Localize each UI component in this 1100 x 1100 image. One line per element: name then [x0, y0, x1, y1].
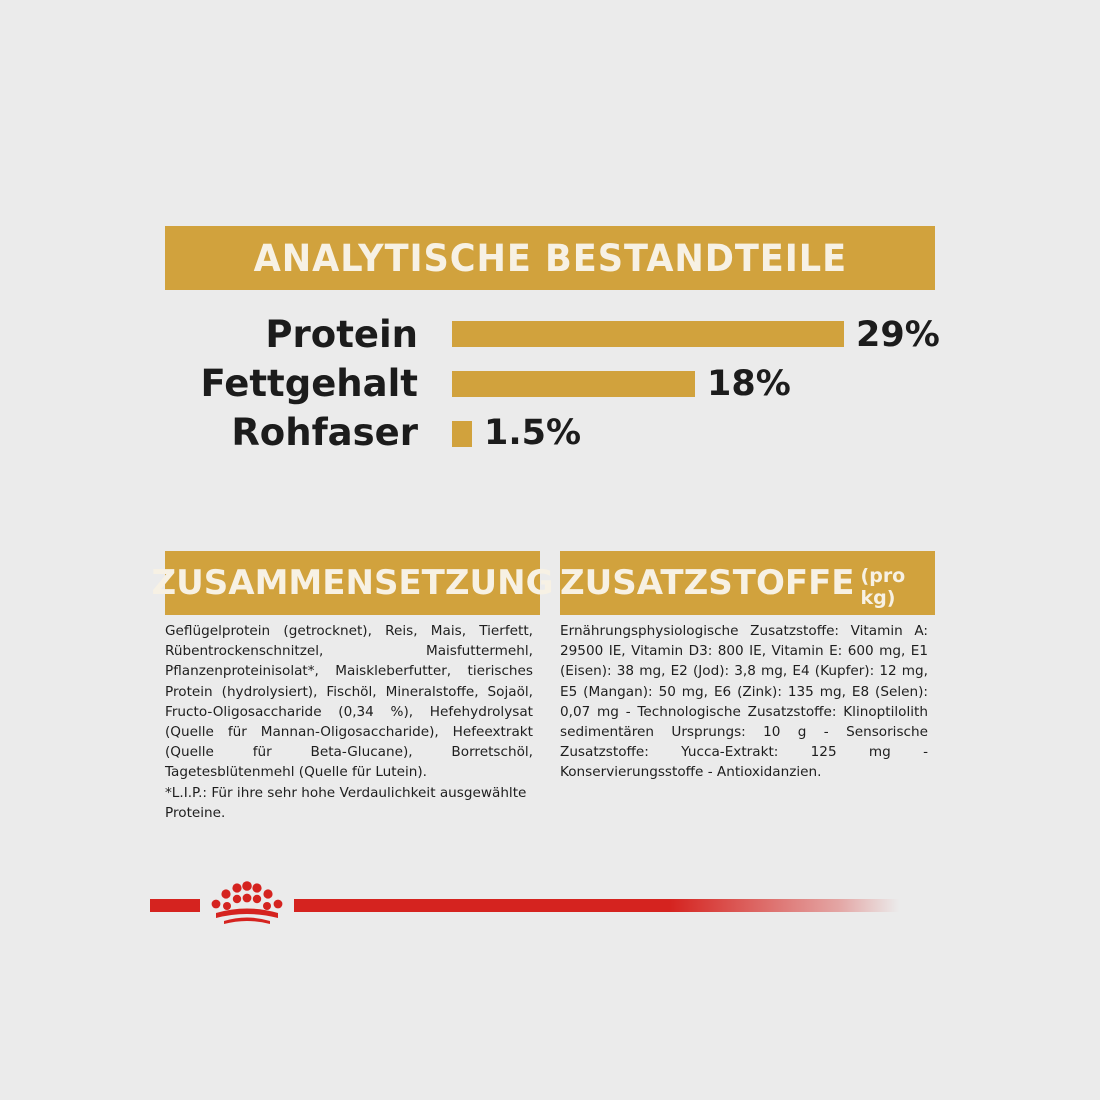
- additives-unit: (pro kg): [860, 565, 906, 609]
- composition-text: Geflügelprotein (getrocknet), Reis, Mais, Tierfett, Rübentrockenschnitzel, Maisfuttermehl, Pflanzenproteinisolat*, Maiskleberfutter, tierisches Protein (hydrolysiert), Fischöl, Mineralstoffe, Sojaöl, Fructo-Oligosaccharide (0,34 %), Hefehydrolysat (Quelle für Mannan-Oligosaccharide), Hefeextrakt (Quelle für Beta-Glucane), Borretschöl, Tagetesblütenmehl (Quelle für Lutein).: [165, 623, 533, 781]
- bar-protein: [452, 321, 844, 347]
- analysis-title: ANALYTISCHE BESTANDTEILE: [253, 236, 847, 280]
- value-protein: 29%: [856, 315, 940, 355]
- brand-line-left: [150, 899, 200, 912]
- row-label-protein: Protein: [265, 313, 418, 356]
- composition-header: [151, 551, 554, 615]
- bar-rohfaser: [452, 421, 472, 447]
- bar-fettgehalt: [452, 371, 695, 397]
- additives-header: [560, 551, 935, 615]
- row-label-fettgehalt: Fettgehalt: [200, 362, 418, 405]
- value-fettgehalt: 18%: [707, 364, 791, 404]
- composition-footnote: *L.I.P.: Für ihre sehr hohe Verdaulichkeit ausgewählte Proteine.: [165, 784, 527, 821]
- additives-title: ZUSATZSTOFFE: [560, 563, 855, 603]
- royal-canin-crown-icon: [204, 880, 290, 928]
- analysis-banner: [165, 226, 935, 290]
- value-rohfaser: 1.5%: [484, 413, 582, 453]
- composition-title: ZUSAMMENSETZUNG: [151, 563, 554, 603]
- composition-text-block: [165, 621, 533, 823]
- brand-line-right: [294, 899, 899, 912]
- additives-text: Ernährungsphysiologische Zusatzstoffe: Vitamin A: 29500 IE, Vitamin D3: 800 IE, Vitamin E: 600 mg, E1 (Eisen): 38 mg, E2 (Jod): 3,8 mg, E4 (Kupfer): 12 mg, E5 (Mangan): 50 mg, E6 (Zink): 135 mg, E8 (Selen): 0,07 mg - Technologische Zusatzstoffe: Klinoptilolith sedimentären Ursprungs: 10 g - Sensorische Zusatzstoffe: Yucca-Extrakt: 125 mg - Konservierungsstoffe - Antioxidanzien.: [560, 623, 928, 781]
- row-label-rohfaser: Rohfaser: [231, 411, 418, 454]
